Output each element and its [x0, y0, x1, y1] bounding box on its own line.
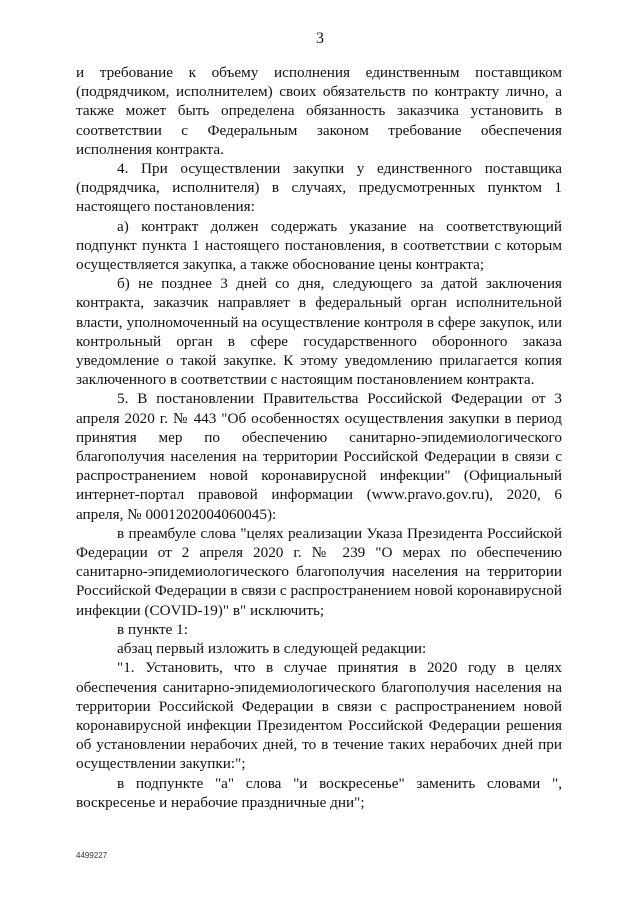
paragraph-continuation: и требование к объему исполнения единственным поставщиком (подрядчиком, исполнителем) своих обязательств по контракту лично, а также может быть определена обязанность заказчика установить в соответствии с Федеральным законом требование обеспечения исполнения контракта. — [76, 64, 562, 158]
page-number: 3 — [316, 30, 324, 47]
paragraph-subitem-b: б) не позднее 3 дней со дня, следующего за датой заключения контракта, заказчик направляет в федеральный орган исполнительной власти, уполномоченный на осуществление контроля в сфере закупок, или контрольный орган в сфере государственного оборонного заказа уведомление о такой закупке. К этому уведомлению прилагается копия заключенного в соответствии с настоящим постановлением контракта. — [76, 275, 562, 389]
document-code: 4499227 — [76, 851, 108, 860]
paragraph-new-wording: "1. Установить, что в случае принятия в 2020 году в целях обеспечения санитарно-эпидемиологического благополучия населения на территории Российской Федерации в связи с распространением новой коронавирусной инфекции Президентом Российской Федерации решения об установлении нерабочих дней, то в течение таких нерабочих дней при осуществлении закупки:"; — [76, 659, 562, 773]
paragraph-point-1: в пункте 1: — [117, 620, 188, 638]
paragraph-item-5: 5. В постановлении Правительства Российской Федерации от 3 апреля 2020 г. № 443 "Об особенностях осуществления закупки в период принятия мер по обеспечению санитарно-эпидемиологического благополучия населения на территории Российской Федерации в связи с распространением новой коронавирусной инфекции" (Официальный интернет-портал правовой информации (www.pravo.gov.ru), 2020, 6 апреля, № 0001202004060045): — [76, 390, 562, 523]
paragraph-preamble-change: в преамбуле слова "целях реализации Указа Президента Российской Федерации от 2 апреля 2020 г. № 239 "О мерах по обеспечению санитарно-эпидемиологического благополучия населения на территории Российской Федерации в связи с распространением новой коронавирусной инфекции (COVID-19)" в" исключить; — [76, 524, 562, 619]
paragraph-subpoint-a-change: в подпункте "а" слова "и воскресенье" заменить словами ", воскресенье и нерабочие праздничные дни"; — [76, 774, 562, 811]
document-body — [76, 63, 562, 812]
paragraph-first-abzac: абзац первый изложить в следующей редакции: — [117, 640, 427, 658]
paragraph-item-4: 4. При осуществлении закупки у единственного поставщика (подрядчика, исполнителя) в случаях, предусмотренных пунктом 1 настоящего постановления: — [76, 160, 562, 216]
paragraph-subitem-a: а) контракт должен содержать указание на соответствующий подпункт пункта 1 настоящего постановления, в соответствии с которым осуществляется закупка, а также обоснование цены контракта; — [76, 217, 562, 274]
